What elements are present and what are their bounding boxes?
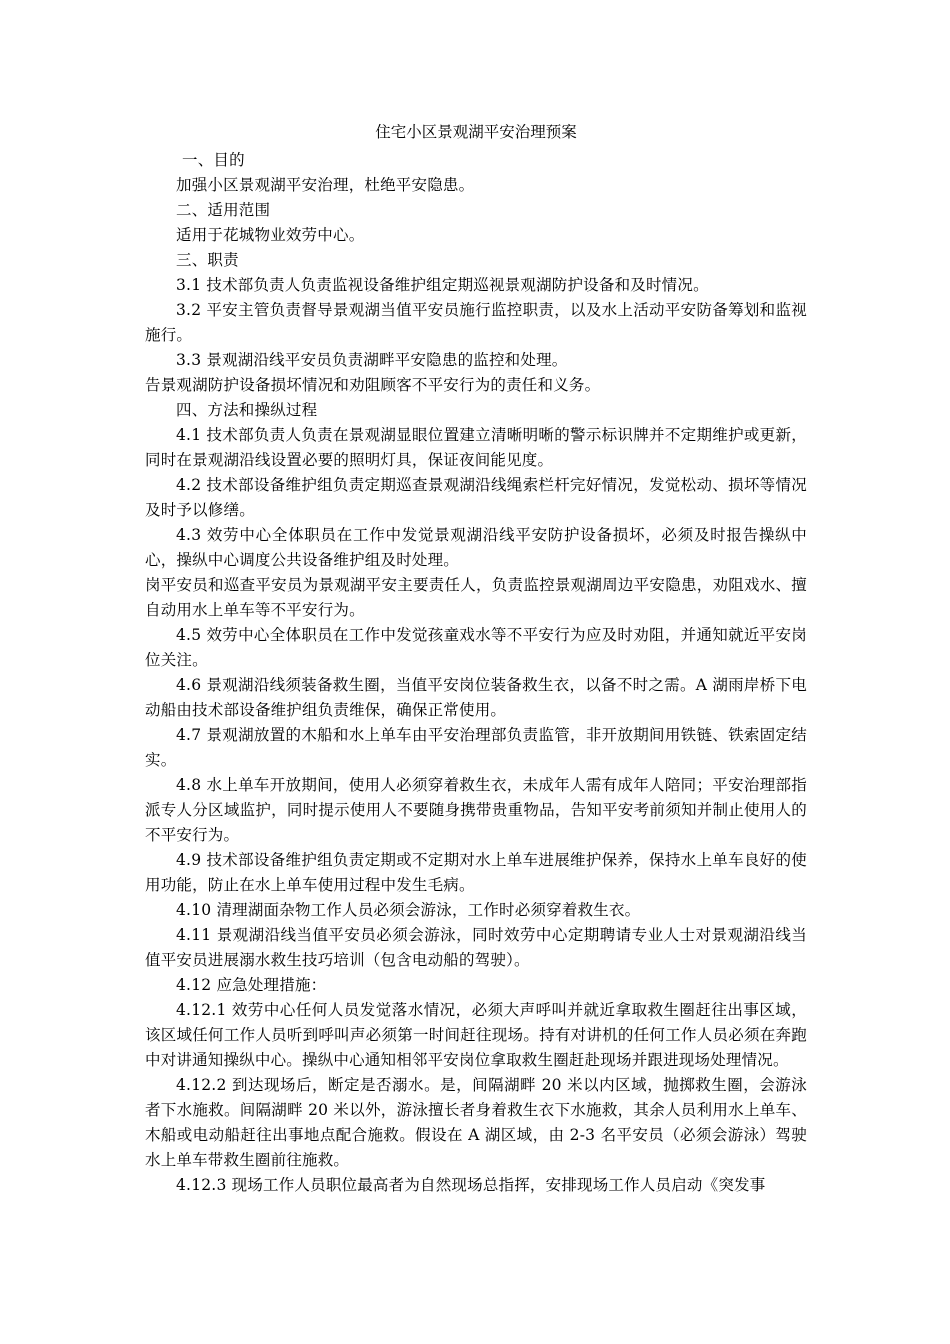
paragraph-p2: 适用于花城物业效劳中心。: [176, 226, 365, 244]
paragraph-p4_11: 4.11 景观湖沿线当值平安员必须会游泳，同时效劳中心定期聘请专业人士对景观湖沿线当值平安员进展溺水救生技巧培训（包含电动船的驾驶）。: [145, 926, 807, 969]
paragraph-p4_9: 4.9 技术部设备维护组负责定期或不定期对水上单车进展维护保养，保持水上单车良好的使用功能，防止在水上单车使用过程中发生毛病。: [145, 851, 807, 894]
paragraph-h2: 二、适用范围: [176, 201, 271, 219]
paragraph-p4_8: 4.8 水上单车开放期间，使用人必须穿着救生衣，未成年人需有成年人陪同；平安治理部指派专人分区域监护，同时提示使用人不要随身携带贵重物品，告知平安考前须知并制止使用人的不平安行为。: [145, 776, 807, 844]
paragraph-p4_12_1: 4.12.1 效劳中心任何人员发觉落水情况，必须大声呼叫并就近拿取救生圈赶往出事区域，该区域任何工作人员听到呼叫声必须第一时间赶往现场。持有对讲机的任何工作人员必须在奔跑中对讲通知操纵中心。操纵中心通知相邻平安岗位拿取救生圈赶赴现场并跟进现场处理情况。: [145, 1001, 807, 1069]
paragraph-h1: 一、目的: [182, 151, 245, 169]
paragraph-p4_12_3: 4.12.3 现场工作人员职位最高者为自然现场总指挥，安排现场工作人员启动《突发事: [176, 1176, 766, 1194]
paragraph-p4_1: 4.1 技术部负责人负责在景观湖显眼位置建立清晰明晰的警示标识牌并不定期维护或更新，同时在景观湖沿线设置必要的照明灯具，保证夜间能见度。: [145, 426, 807, 469]
paragraph-p3_3: 3.3 景观湖沿线平安员负责湖畔平安隐患的监控和处理。: [176, 351, 568, 369]
paragraph-p3_2: 3.2 平安主管负责督导景观湖当值平安员施行监控职责，以及水上活动平安防备筹划和监视施行。: [145, 301, 807, 344]
paragraph-p4_12: 4.12 应急处理措施：: [176, 976, 327, 994]
paragraph-p3_4: 告景观湖防护设备损坏情况和劝阻顾客不平安行为的责任和义务。: [145, 376, 601, 394]
paragraph-p4_12_2: 4.12.2 到达现场后，断定是否溺水。是，间隔湖畔 20 米以内区域，抛掷救生圈，会游泳者下水施救。间隔湖畔 20 米以外，游泳擅长者身着救生衣下水施救，其余人员利用水上单车、木船或电动船赶往出事地点配合施救。假设在 A 湖区域，由 2-3 名平安员（必须会游泳）驾驶水上单车带救生圈前往施救。: [145, 1076, 807, 1169]
paragraph-h3: 三、职责: [176, 251, 239, 269]
paragraph-p4_3: 4.3 效劳中心全体职员在工作中发觉景观湖沿线平安防护设备损坏，必须及时报告操纵中心，操纵中心调度公共设备维护组及时处理。: [145, 526, 807, 569]
paragraph-p4_2: 4.2 技术部设备维护组负责定期巡查景观湖沿线绳索栏杆完好情况，发觉松动、损坏等情况及时予以修缮。: [145, 476, 807, 519]
paragraph-p4_5: 4.5 效劳中心全体职员在工作中发觉孩童戏水等不平安行为应及时劝阻，并通知就近平安岗位关注。: [145, 626, 807, 669]
paragraph-p3_1: 3.1 技术部负责人负责监视设备维护组定期巡视景观湖防护设备和及时情况。: [176, 276, 709, 294]
paragraph-p4_6: 4.6 景观湖沿线须装备救生圈，当值平安岗位装备救生衣，以备不时之需。A 湖雨岸桥下电动船由技术部设备维护组负责维保，确保正常使用。: [145, 676, 807, 719]
document-body: [145, 120, 807, 1198]
document-title: 住宅小区景观湖平安治理预案: [375, 123, 577, 141]
paragraph-p1: 加强小区景观湖平安治理，杜绝平安隐患。: [176, 176, 475, 194]
paragraph-p4_7: 4.7 景观湖放置的木船和水上单车由平安治理部负责监管，非开放期间用铁链、铁索固定结实。: [145, 726, 807, 769]
paragraph-list: [145, 148, 807, 1198]
paragraph-h4: 四、方法和操纵过程: [176, 401, 318, 419]
paragraph-p4_4: 岗平安员和巡查平安员为景观湖平安主要责任人，负责监控景观湖周边平安隐患，劝阻戏水、擅自动用水上单车等不平安行为。: [145, 576, 807, 619]
paragraph-p4_10: 4.10 清理湖面杂物工作人员必须会游泳，工作时必须穿着救生衣。: [176, 901, 641, 919]
